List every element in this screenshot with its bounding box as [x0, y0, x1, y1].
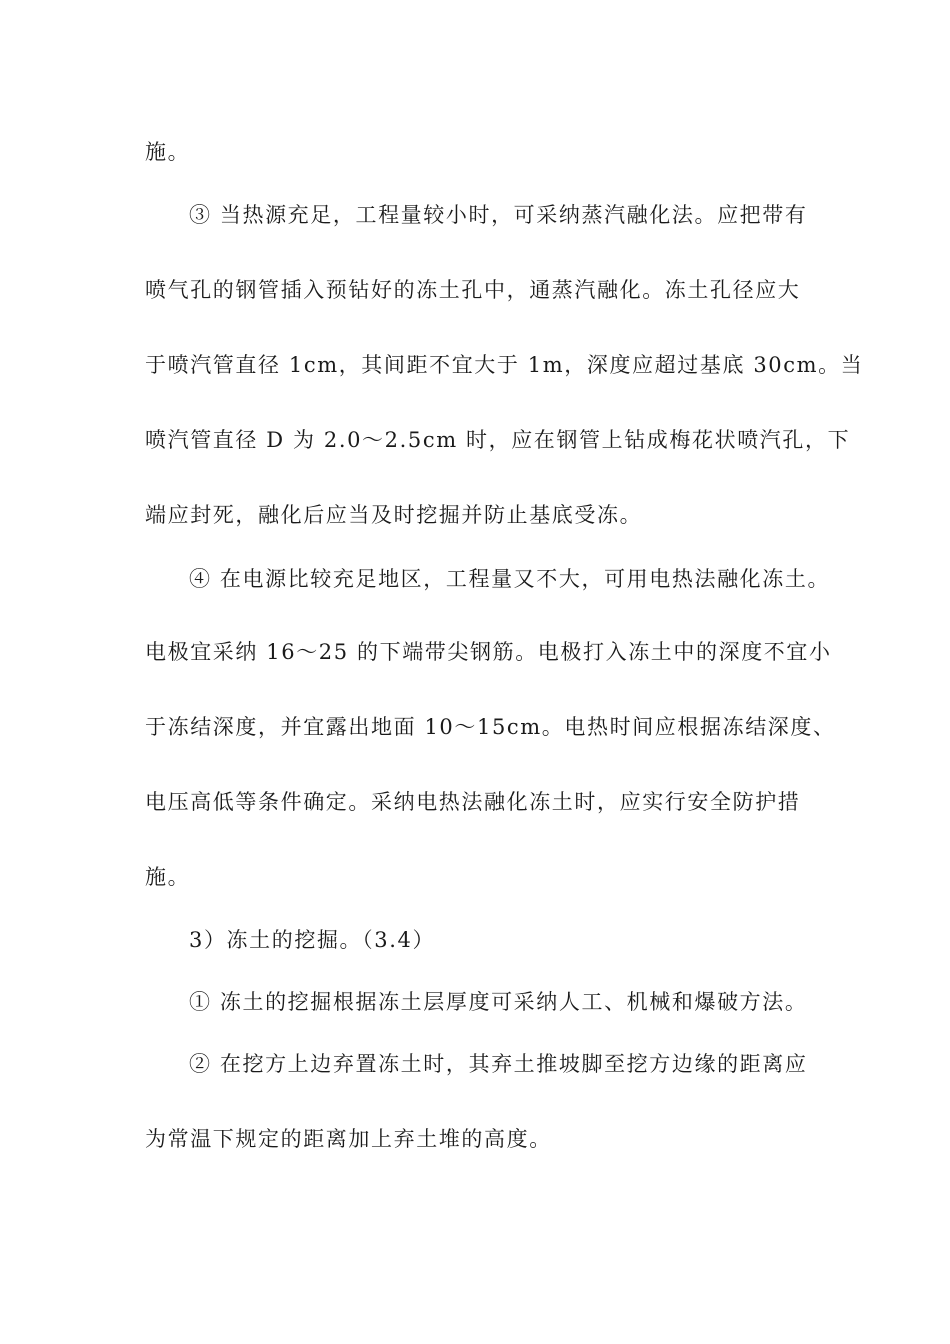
paragraph-4-line-4: 电压高低等条件确定。采纳电热法融化冻土时，应实行安全防护措 [145, 790, 801, 814]
item-2-line-1: ② 在挖方上边弃置冻土时，其弃土推坡脚至挖方边缘的距离应 [189, 1052, 808, 1076]
paragraph-4-line-2: 电极宜采纳 16～25 的下端带尖钢筋。电极打入冻土中的深度不宜小 [145, 640, 832, 664]
paragraph-4-line-5: 施。 [145, 865, 191, 889]
item-1-line-1: ① 冻土的挖掘根据冻土层厚度可采纳人工、机械和爆破方法。 [189, 990, 808, 1014]
paragraph-3-line-3: 于喷汽管直径 1cm，其间距不宜大于 1m，深度应超过基底 30cm。当 [145, 353, 864, 377]
item-2-line-2: 为常温下规定的距离加上弃土堆的高度。 [145, 1127, 552, 1151]
text-line-1: 施。 [145, 140, 191, 164]
paragraph-3-line-4: 喷汽管直径 D 为 2.0～2.5cm 时，应在钢管上钻成梅花状喷汽孔，下 [145, 428, 851, 452]
paragraph-4-line-3: 于冻结深度，并宜露出地面 10～15cm。电热时间应根据冻结深度、 [145, 715, 836, 739]
section-heading: 3）冻土的挖掘。（3.4） [189, 928, 436, 952]
paragraph-3-line-1: ③ 当热源充足，工程量较小时，可采纳蒸汽融化法。应把带有 [189, 203, 808, 227]
paragraph-3-line-5: 端应封死，融化后应当及时挖掘并防止基底受冻。 [145, 503, 643, 527]
paragraph-3-line-2: 喷气孔的钢管插入预钻好的冻土孔中，通蒸汽融化。冻土孔径应大 [145, 278, 801, 302]
paragraph-4-line-1: ④ 在电源比较充足地区，工程量又不大，可用电热法融化冻土。 [189, 567, 831, 591]
